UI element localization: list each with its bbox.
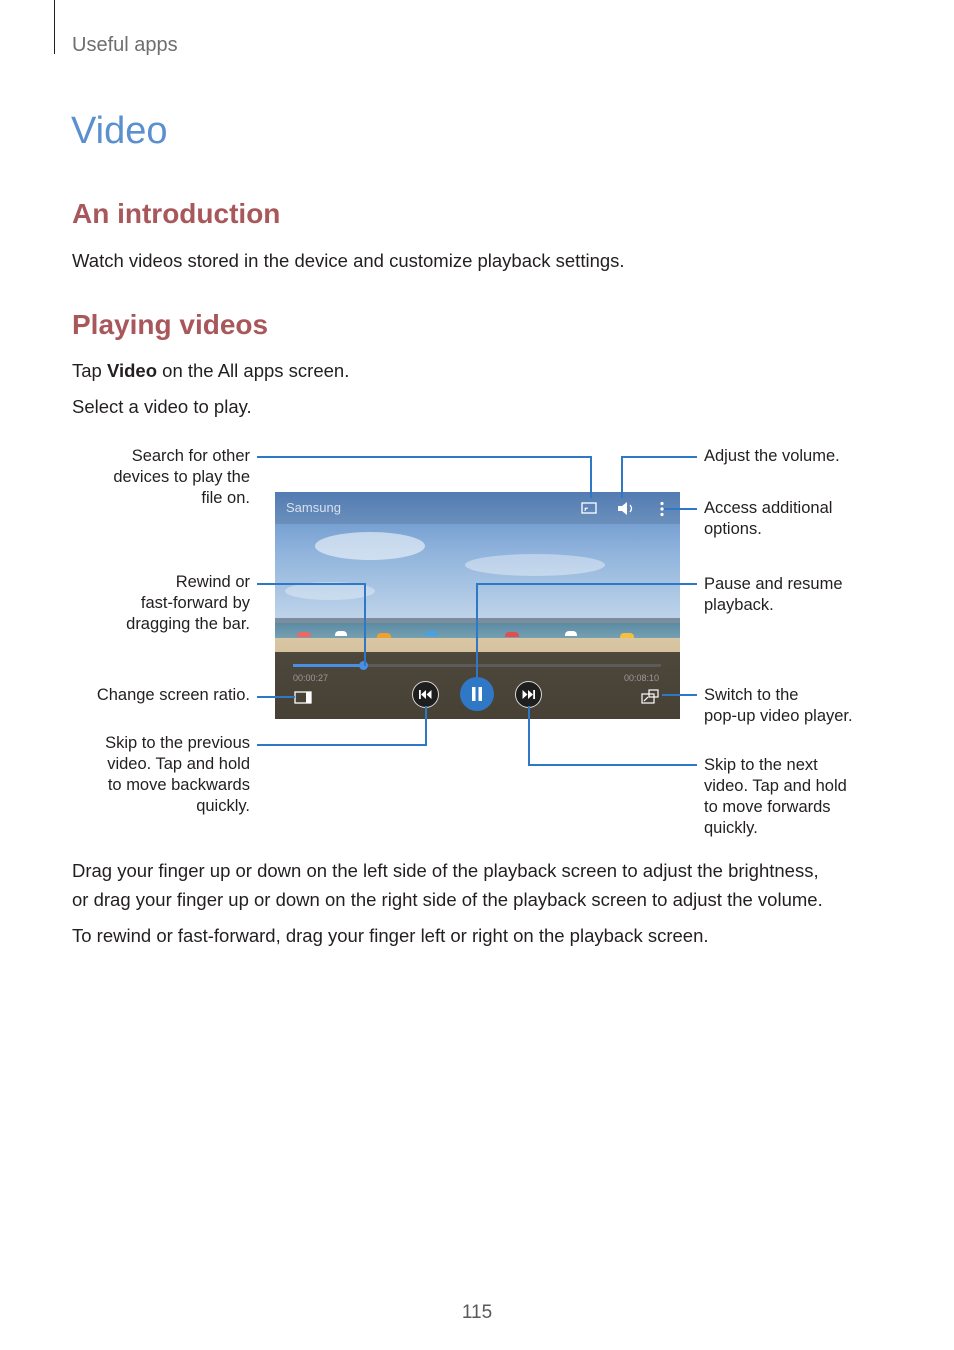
callout-line-text: quickly. <box>196 797 250 815</box>
callout-volume <box>704 446 840 467</box>
callout-line-next-v <box>528 706 530 766</box>
umbrella <box>297 632 311 637</box>
callout-line-rewind-v <box>364 583 366 666</box>
callout-skip-previous <box>105 733 250 817</box>
brightness-volume-paragraph <box>72 856 892 914</box>
skip-previous-icon <box>419 690 432 699</box>
callout-line-next-h <box>528 764 697 766</box>
callout-line-text: dragging the bar. <box>126 615 250 633</box>
callout-line-text: options. <box>704 520 762 538</box>
callout-line-prev-v <box>425 706 427 746</box>
total-time: 00:08:10 <box>624 673 660 683</box>
rewind-paragraph: To rewind or fast-forward, drag your finger left or right on the playback screen. <box>72 925 709 946</box>
umbrella <box>377 633 391 638</box>
playing-heading: Playing videos <box>72 309 269 340</box>
screen-ratio-icon[interactable] <box>294 691 312 704</box>
pause-icon <box>471 687 483 701</box>
skip-next-button[interactable] <box>515 681 542 708</box>
callout-line-text: to move backwards <box>107 776 250 794</box>
callout-line-text: Access additional <box>704 499 833 517</box>
callout-search-devices <box>113 446 250 509</box>
intro-text: Watch videos stored in the device and customize playback settings. <box>72 250 625 271</box>
callout-line-text: Adjust the volume. <box>704 447 840 465</box>
callout-line-text: devices to play the <box>113 468 250 486</box>
callout-line-text: Skip to the next <box>704 756 818 774</box>
callout-line-text: to move forwards <box>704 798 831 816</box>
paragraph-line: or drag your finger up or down on the right side of the playback screen to adjust the volume. <box>72 889 823 910</box>
callout-line-text: playback. <box>704 596 774 614</box>
callout-line-text: Switch to the <box>704 686 799 704</box>
callout-line-pause-v <box>476 583 478 679</box>
callout-line-text: Pause and resume <box>704 575 843 593</box>
skip-previous-button[interactable] <box>412 681 439 708</box>
umbrella <box>335 631 347 636</box>
page-title: Video <box>71 110 168 152</box>
callout-line-options <box>664 508 697 510</box>
callout-rewind <box>126 572 250 635</box>
step-1-post: on the All apps screen. <box>157 360 350 381</box>
video-title: Samsung <box>286 500 341 515</box>
callout-line-text: fast-forward by <box>140 594 250 612</box>
callout-line-search-v <box>590 456 592 498</box>
callout-line-popup <box>662 694 697 696</box>
intro-heading: An introduction <box>72 198 281 229</box>
elapsed-time: 00:00:27 <box>293 673 329 683</box>
step-1-pre: Tap <box>72 360 107 381</box>
page-number: 115 <box>461 1302 493 1323</box>
step-2: Select a video to play. <box>72 396 252 417</box>
pause-button[interactable] <box>460 677 494 711</box>
callout-popup <box>704 685 853 727</box>
callout-line-search-h <box>257 456 592 458</box>
popup-player-icon[interactable] <box>641 689 659 704</box>
callout-screen-ratio <box>97 685 250 706</box>
cloud <box>465 554 605 576</box>
step-1 <box>72 356 349 385</box>
callout-line-pause-h <box>476 583 697 585</box>
callout-line-text: Rewind or <box>175 573 250 591</box>
callout-line-text: Change screen ratio. <box>96 686 250 704</box>
callout-line-text: file on. <box>201 489 250 507</box>
callout-line-text: quickly. <box>704 819 758 837</box>
header-rule <box>54 0 55 54</box>
callout-line-ratio <box>257 696 295 698</box>
callout-options <box>704 498 832 540</box>
callout-line-volume-h <box>621 456 697 458</box>
speaker-icon[interactable] <box>616 501 636 516</box>
callout-line-text: video. Tap and hold <box>704 777 847 795</box>
callout-line-text: video. Tap and hold <box>107 755 250 773</box>
seek-bar-progress <box>293 664 363 667</box>
section-header: Useful apps <box>72 34 178 56</box>
callout-line-text: pop-up video player. <box>704 707 853 725</box>
skip-next-icon <box>522 690 535 699</box>
callout-line-prev-h <box>257 744 427 746</box>
callout-skip-next <box>704 755 847 839</box>
umbrella <box>565 631 577 636</box>
paragraph-line: Drag your finger up or down on the left side of the playback screen to adjust the brightness, <box>72 860 819 881</box>
callout-line-volume-v <box>621 456 623 498</box>
step-1-app-name: Video <box>106 360 158 381</box>
umbrella <box>425 631 438 636</box>
share-devices-icon[interactable] <box>581 502 597 515</box>
callout-pause-resume <box>704 574 843 616</box>
callout-line-text: Search for other <box>131 447 250 465</box>
umbrella <box>505 632 519 637</box>
umbrella <box>620 633 634 638</box>
callout-line-rewind-h <box>257 583 366 585</box>
cloud <box>315 532 425 560</box>
callout-line-text: Skip to the previous <box>105 734 250 752</box>
